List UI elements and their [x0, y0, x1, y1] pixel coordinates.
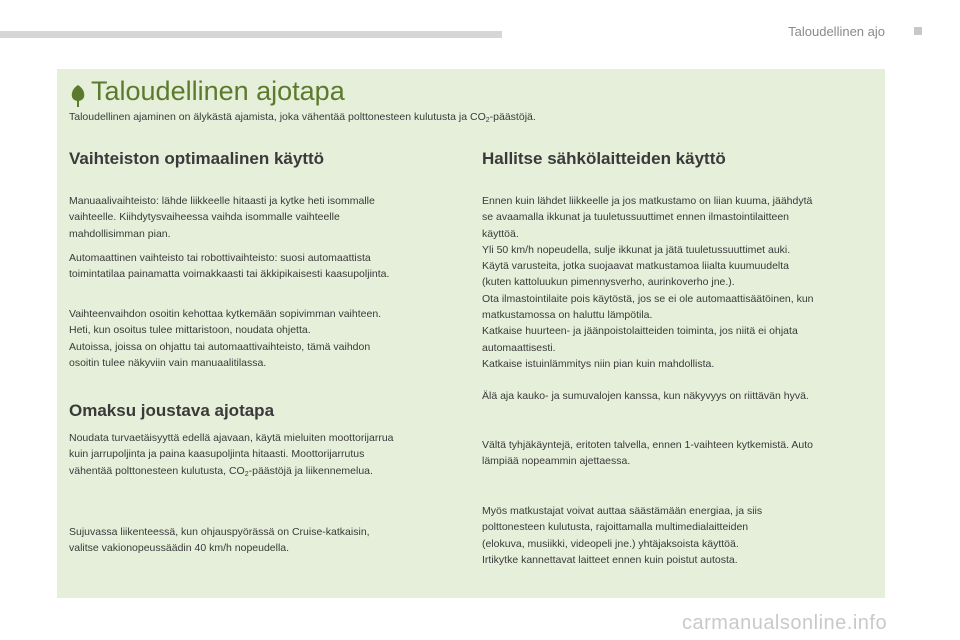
paragraph-gear-indicator: Vaihteenvaihdon osoitin kehottaa kytkemään sopivimman vaihteen. Heti, kun osoitus tulee mittaristoon, noudata ohjetta. Autoissa, joissa on ohjattu tai automaattivaihteisto, tämä vaihdon osoitin tulee näkyviin vain manuaalitilassa. — [69, 308, 382, 369]
paragraph-manual-gearbox: Manuaalivaihteisto: lähde liikkeelle hitaasti ja kytke heti isommalle vaihteelle. Kiihdytysvaiheessa vaihda isommalle vaihteelle mahdollisimman pian. — [69, 195, 375, 240]
paragraph-headlights: Älä aja kauko- ja sumuvalojen kanssa, kun näkyvyys on riittävän hyvä. — [482, 390, 809, 402]
paragraph-ventilation: Ennen kuin lähdet liikkeelle ja jos matkustamo on liian kuuma, jäähdytä se avaamalla ikkunat ja tuuletussuuttimet ennen ilmastointilaitteen käyttöä. Yli 50 km/h nopeudella, sulje ikkunat ja jätä tuuletussuuttimet auki. Käytä varusteita, jotka suojaavat matkustamoa liialta kuumuudelta (kuten kattoluukun pimennysverho, aurinkoverho jne.). Ota ilmastointilaite pois käytöstä, jos se ei ole automaattisäätöinen, kun matkustamossa on haluttu lämpötila. Katkaise huurteen- ja jäänpoistolaitteiden toiminta, jos niitä ei ohjata automaattisesti. Katkaise istuinlämmitys niin pian kuin mahdollista. — [482, 195, 814, 370]
page-title: Taloudellinen ajotapa — [91, 76, 345, 106]
paragraph-passengers: Myös matkustajat voivat auttaa säästämään energiaa, ja siis polttonesteen kulutusta, rajoittamalla multimedialaitteiden (elokuva, musiikki, videopeli jne.) yhtäjaksoista käyttöä. Irtikytke kannettavat laitteet ennen kuin poistut autosta. — [482, 505, 763, 566]
paragraph-safety-distance: Noudata turvaetäisyyttä edellä ajavaan, käytä mieluiten moottorijarrua kuin jarrupoljinta ja paina kaasupoljinta hitaasti. Moottorijarrutus vähentää polttonesteen kulutusta, $CO_2$-päästöjä ja liikennemelua. — [69, 432, 394, 478]
paragraph-idling: Vältä tyhjäkäyntejä, eritoten talvella, ennen 1-vaihteen kytkemistä. Auto lämpiää nopeammin ajettaessa. — [482, 439, 813, 468]
header-bar — [0, 31, 502, 38]
leaf-icon — [70, 84, 86, 108]
paragraph-automatic-gearbox: Automaattinen vaihteisto tai robottivaihteisto: suosi automaattista toimintatilaa painamatta voimakkaasti tai äkkipikaisesti kaasupoljinta. — [69, 252, 390, 281]
header-square-icon — [914, 27, 922, 35]
section-heading-gearbox: Vaihteiston optimaalinen käyttö — [69, 149, 325, 168]
section-heading-smooth-driving: Omaksu joustava ajotapa — [69, 401, 275, 420]
section-heading-electrical: Hallitse sähkölaitteiden käyttö — [482, 149, 726, 168]
watermark: carmanualsonline.info — [682, 612, 888, 634]
intro-text: Taloudellinen ajaminen on älykästä ajamista, joka vähentää polttonesteen kulutusta ja $CO_2$-päästöjä. — [69, 111, 536, 124]
paragraph-cruise-control: Sujuvassa liikenteessä, kun ohjauspyörässä on Cruise-katkaisin, valitse vakionopeussäädin 40 km/h nopeudella. — [69, 526, 370, 555]
chapter-title: Taloudellinen ajo — [788, 24, 885, 39]
